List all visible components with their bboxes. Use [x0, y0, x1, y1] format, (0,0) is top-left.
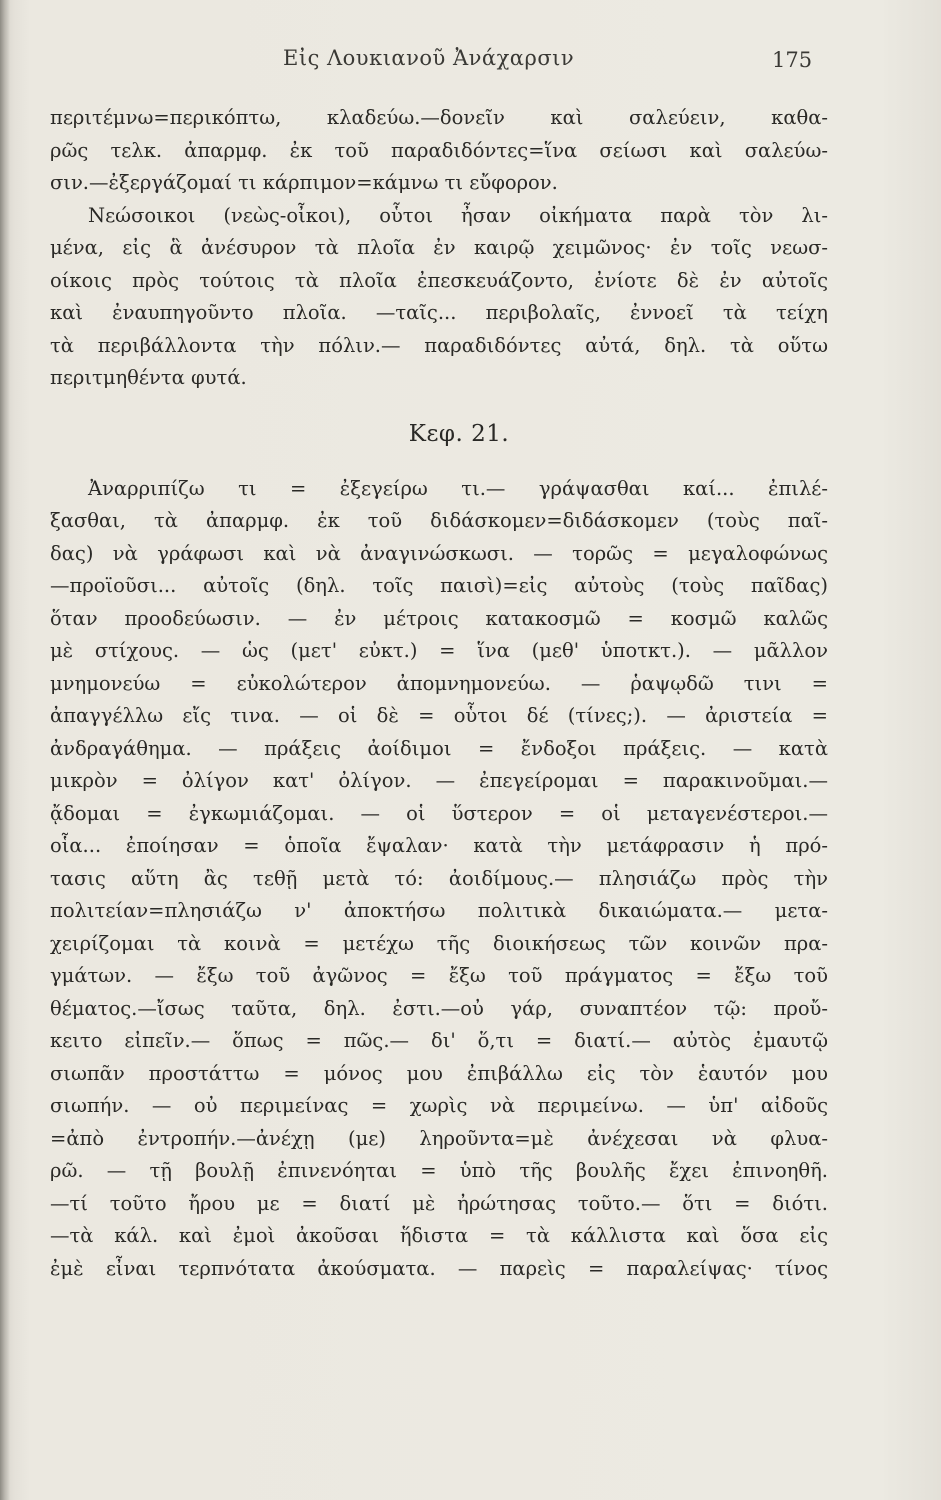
text-line: περιτέμνω=περικόπτω, κλαδεύω.—δονεῖν καὶ σαλεύειν, καθα-	[50, 106, 828, 129]
text-line: τὰ περιβάλλοντα τὴν πόλιν.— παραδιδόντες αὐτά, δηλ. τὰ οὕτω	[50, 333, 828, 357]
text-line: ρῶς τελκ. ἀπαρμφ. ἐκ τοῦ παραδιδόντες=ἵνα σείωσι καὶ σαλεύω-	[50, 138, 828, 162]
text-line: ᾄδομαι = ἐγκωμιάζομαι. — οἱ ὕστερον = οἱ μεταγενέστεροι.—	[50, 801, 828, 825]
text-line: —προϊοῦσι... αὐτοῖς (δηλ. τοῖς παισὶ)=εἰς αὐτοὺς (τοὺς παῖδας)	[50, 574, 828, 597]
text-line: ὅταν προοδεύωσιν. — ἐν μέτροις κατακοσμῶ = κοσμῶ καλῶς	[50, 606, 828, 630]
commentary-section-1	[50, 102, 828, 395]
page-header	[0, 46, 941, 82]
text-line: κειτο εἰπεῖν.— ὅπως = πῶς.— δι' ὅ,τι = διατί.— αὐτὸς ἐμαυτῷ	[50, 1029, 828, 1052]
text-line: —τί τοῦτο ἤρου με = διατί μὲ ἠρώτησας τοῦτο.— ὅτι = διότι.	[50, 1191, 828, 1215]
text-line: δας) νὰ γράφωσι καὶ νὰ ἀναγινώσκωσι. — τορῶς = μεγαλοφώνως	[50, 541, 828, 565]
chapter-heading: Κεφ. 21.	[408, 420, 510, 447]
text-line: σιν.—ἐξεργάζομαί τι κάρπιμον=κάμνω τι εὔφορον.	[50, 171, 558, 194]
text-line: μνημονεύω = εὐκολώτερον ἀπομνημονεύω. — ῥαψῳδῶ τινι =	[50, 671, 828, 695]
text-line: Νεώσοικοι (νεὼς-οἶκοι), οὗτοι ἦσαν οἰκήματα παρὰ τὸν λι-	[88, 203, 828, 227]
text-line: μὲ στίχους. — ὡς (μετ' εὐκτ.) = ἵνα (μεθ' ὑποτκτ.). — μᾶλλον	[50, 639, 828, 662]
text-line: ξασθαι, τὰ ἀπαρμφ. ἐκ τοῦ διδάσκομεν=διδάσκομεν (τοὺς παῖ-	[50, 509, 828, 532]
text-line: =ἀπὸ ἐντροπήν.—ἀνέχῃ (με) ληροῦντα=μὲ ἀνέχεσαι νὰ φλυα-	[50, 1126, 828, 1150]
text-line: ρῶ. — τῇ βουλῇ ἐπινενόηται = ὑπὸ τῆς βουλῆς ἔχει ἐπινοηθῆ.	[50, 1159, 828, 1182]
text-line: Ἀναρριπίζω τι = ἐξεγείρω τι.— γράψασθαι καί... ἐπιλέ-	[88, 476, 828, 500]
text-line: τασις αὕτη ἂς τεθῇ μετὰ τό: ἀοιδίμους.— πλησιάζω πρὸς τὴν	[50, 866, 828, 890]
text-line: χειρίζομαι τὰ κοινὰ = μετέχω τῆς διοικήσεως τῶν κοινῶν πρα-	[50, 931, 828, 955]
text-line: ἀπαγγέλλω εἴς τινα. — οἱ δὲ = οὗτοι δέ (τίνες;). — ἀριστεία =	[50, 704, 828, 727]
text-line: καὶ ἐναυπηγοῦντο πλοῖα. —ταῖς... περιβολαῖς, ἐννοεῖ τὰ τείχη	[50, 301, 828, 324]
text-line: γμάτων. — ἔξω τοῦ ἀγῶνος = ἔξω τοῦ πράγματος = ἔξω τοῦ	[50, 964, 828, 987]
text-line: ἐμὲ εἶναι τερπνότατα ἀκούσματα. — παρεὶς = παραλείψας· τίνος	[50, 1256, 828, 1280]
text-line: πολιτείαν=πλησιάζω ν' ἀποκτήσω πολιτικὰ δικαιώματα.— μετα-	[50, 899, 828, 922]
text-line: —τὰ κάλ. καὶ ἐμοὶ ἀκοῦσαι ἥδιστα = τὰ κάλλιστα καὶ ὅσα εἰς	[50, 1224, 828, 1247]
text-line: σιωπήν. — οὐ περιμείνας = χωρὶς νὰ περιμείνω. — ὑπ' αἰδοῦς	[50, 1094, 828, 1117]
text-line: μικρὸν = ὀλίγον κατ' ὀλίγον. — ἐπεγείρομαι = παρακινοῦμαι.—	[50, 769, 828, 792]
running-title: Εἰς Λουκιανοῦ Ἀνάχαρσιν	[283, 46, 575, 70]
text-line: ἀνδραγάθημα. — πράξεις ἀοίδιμοι = ἔνδοξοι πράξεις. — κατὰ	[50, 736, 828, 760]
text-line: σιωπᾶν προστάττω = μόνος μου ἐπιβάλλω εἰς τὸν ἑαυτόν μου	[50, 1061, 828, 1085]
text-line: μένα, εἰς ἃ ἀνέσυρον τὰ πλοῖα ἐν καιρῷ χειμῶνος· ἐν τοῖς νεωσ-	[50, 236, 828, 259]
text-line: περιτμηθέντα φυτά.	[50, 366, 247, 389]
page-number: 175	[772, 48, 813, 72]
commentary-section-2	[50, 473, 828, 1286]
text-line: οίκοις πρὸς τούτοις τὰ πλοῖα ἐπεσκευάζοντο, ἐνίοτε δὲ ἐν αὐτοῖς	[50, 268, 828, 292]
page-body	[50, 102, 828, 1285]
text-line: οἷα... ἐποίησαν = ὁποῖα ἔψαλαν· κατὰ τὴν μετάφρασιν ἡ πρό-	[50, 834, 828, 857]
text-line: θέματος.—ἴσως ταῦτα, δηλ. ἐστι.—οὐ γάρ, συναπτέον τῷ: προὔ-	[50, 996, 828, 1020]
binding-gutter-shadow	[0, 0, 10, 1500]
